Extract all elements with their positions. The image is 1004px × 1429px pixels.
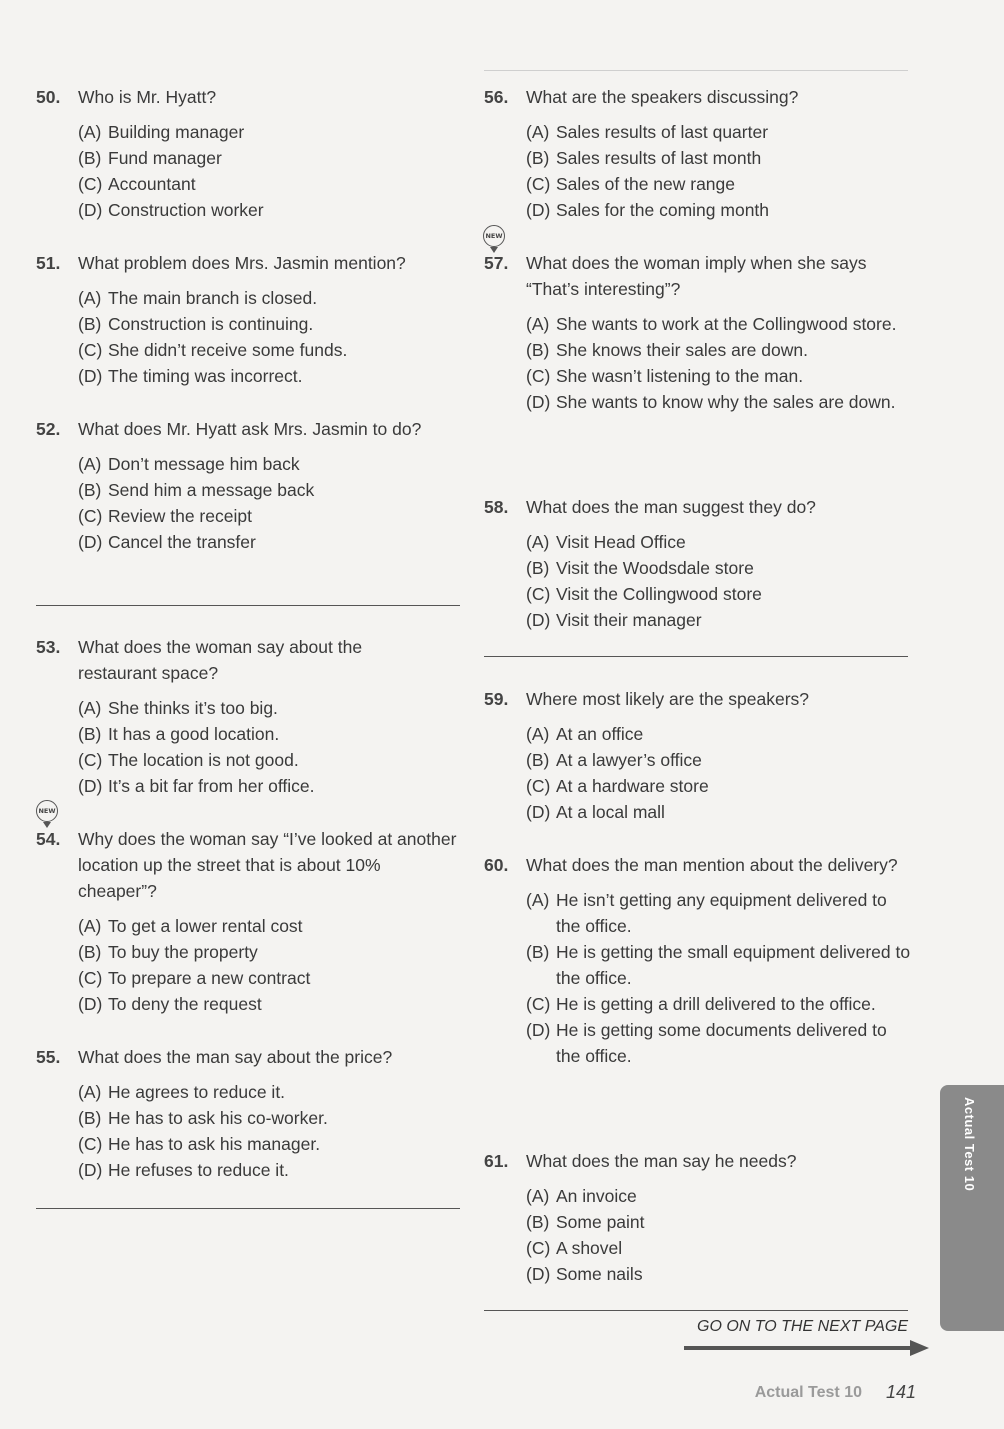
option-a: (A) At an office xyxy=(526,724,644,744)
option-d: (D) The timing was incorrect. xyxy=(78,366,303,386)
option-c: (C) At a hardware store xyxy=(526,776,709,796)
option-a: (A) The main branch is closed. xyxy=(78,288,318,308)
question-53 xyxy=(36,634,436,799)
question-text: Who is Mr. Hyatt? xyxy=(78,87,217,107)
question-61 xyxy=(484,1148,908,1287)
question-text: Where most likely are the speakers? xyxy=(526,689,810,709)
question-54 xyxy=(36,826,460,1017)
option-c: (C) Sales of the new range xyxy=(526,174,736,194)
question-number: 54. xyxy=(36,829,61,849)
section-divider xyxy=(484,656,908,657)
question-text: Why does the woman say “I’ve looked at another location up the street that is about 10% cheaper”? xyxy=(78,829,457,901)
option-d: (D) Sales for the coming month xyxy=(526,200,770,220)
option-d: (D) She wants to know why the sales are down. xyxy=(526,392,896,412)
option-c: (C) She wasn’t listening to the man. xyxy=(526,366,804,386)
option-c: (C) A shovel xyxy=(526,1238,623,1258)
question-text: What does the man say about the price? xyxy=(78,1047,393,1067)
section-tab xyxy=(940,1085,1004,1331)
go-on-notice: GO ON TO THE NEXT PAGE xyxy=(697,1318,908,1335)
option-c: (C) She didn’t receive some funds. xyxy=(78,340,348,360)
option-d: (D) It’s a bit far from her office. xyxy=(78,776,315,796)
question-text: What does the man suggest they do? xyxy=(526,497,816,517)
option-d: (D) Cancel the transfer xyxy=(78,532,256,552)
option-a: (A) To get a lower rental cost xyxy=(78,916,303,936)
question-60 xyxy=(484,852,912,1069)
option-b: (B) Construction is continuing. xyxy=(78,314,314,334)
question-number: 61. xyxy=(484,1151,509,1171)
new-badge-icon: NEW xyxy=(36,800,58,822)
option-a: (A) Building manager xyxy=(78,122,245,142)
question-number: 58. xyxy=(484,497,509,517)
section-divider xyxy=(36,1208,460,1209)
question-58 xyxy=(484,494,908,633)
option-a: (A) She wants to work at the Collingwood store. xyxy=(526,314,897,334)
question-51 xyxy=(36,250,456,389)
option-d: (D) He refuses to reduce it. xyxy=(78,1160,289,1180)
page-number: 141 xyxy=(885,1382,916,1402)
option-a: (A) Visit Head Office xyxy=(526,532,686,552)
question-text: What problem does Mrs. Jasmin mention? xyxy=(78,253,406,273)
option-a: (A) Sales results of last quarter xyxy=(526,122,769,142)
question-text: What are the speakers discussing? xyxy=(526,87,799,107)
option-b: (B) Send him a message back xyxy=(78,480,315,500)
question-56 xyxy=(484,84,908,223)
option-c: (C) To prepare a new contract xyxy=(78,968,311,988)
question-number: 56. xyxy=(484,87,509,107)
arrow-right-icon xyxy=(684,1340,929,1356)
option-b: (B) He is getting the small equipment delivered to the office. xyxy=(526,942,911,988)
option-d: (D) Visit their manager xyxy=(526,610,702,630)
option-b: (B) Some paint xyxy=(526,1212,645,1232)
option-a: (A) Don’t message him back xyxy=(78,454,300,474)
question-text: What does the woman say about the restaurant space? xyxy=(78,637,363,683)
option-a: (A) She thinks it’s too big. xyxy=(78,698,278,718)
option-b: (B) It has a good location. xyxy=(78,724,280,744)
question-55 xyxy=(36,1044,456,1183)
section-tab-label: Actual Test 10 xyxy=(962,1097,977,1192)
option-c: (C) He has to ask his manager. xyxy=(78,1134,321,1154)
question-52 xyxy=(36,416,446,555)
option-b: (B) Fund manager xyxy=(78,148,222,168)
question-number: 53. xyxy=(36,637,61,657)
top-divider xyxy=(484,70,908,71)
question-57 xyxy=(484,250,910,415)
question-number: 60. xyxy=(484,855,509,875)
option-a: (A) He isn’t getting any equipment delivered to the office. xyxy=(526,890,887,936)
option-d: (D) Some nails xyxy=(526,1264,643,1284)
question-number: 57. xyxy=(484,253,509,273)
question-number: 50. xyxy=(36,87,61,107)
option-c: (C) He is getting a drill delivered to the office. xyxy=(526,994,876,1014)
question-59 xyxy=(484,686,908,825)
option-c: (C) Review the receipt xyxy=(78,506,252,526)
question-number: 51. xyxy=(36,253,61,273)
option-c: (C) The location is not good. xyxy=(78,750,299,770)
question-number: 59. xyxy=(484,689,509,709)
option-c: (C) Accountant xyxy=(78,174,196,194)
option-d: (D) At a local mall xyxy=(526,802,665,822)
option-b: (B) At a lawyer’s office xyxy=(526,750,702,770)
question-text: What does the man mention about the delivery? xyxy=(526,855,898,875)
option-b: (B) Visit the Woodsdale store xyxy=(526,558,754,578)
footer-test-title: Actual Test 10 xyxy=(754,1384,862,1401)
question-number: 55. xyxy=(36,1047,61,1067)
option-d: (D) Construction worker xyxy=(78,200,264,220)
option-d: (D) He is getting some documents delivered to the office. xyxy=(526,1020,887,1066)
option-c: (C) Visit the Collingwood store xyxy=(526,584,762,604)
option-b: (B) He has to ask his co-worker. xyxy=(78,1108,328,1128)
question-50 xyxy=(36,84,436,223)
section-divider xyxy=(484,1310,908,1311)
new-badge-icon: NEW xyxy=(483,225,505,247)
section-divider xyxy=(36,605,460,606)
option-b: (B) To buy the property xyxy=(78,942,258,962)
option-a: (A) An invoice xyxy=(526,1186,637,1206)
question-text: What does the man say he needs? xyxy=(526,1151,797,1171)
option-b: (B) Sales results of last month xyxy=(526,148,762,168)
option-b: (B) She knows their sales are down. xyxy=(526,340,808,360)
option-d: (D) To deny the request xyxy=(78,994,262,1014)
question-text: What does Mr. Hyatt ask Mrs. Jasmin to do? xyxy=(78,419,422,439)
question-number: 52. xyxy=(36,419,61,439)
question-text: What does the woman imply when she says “That’s interesting”? xyxy=(526,253,867,299)
option-a: (A) He agrees to reduce it. xyxy=(78,1082,286,1102)
